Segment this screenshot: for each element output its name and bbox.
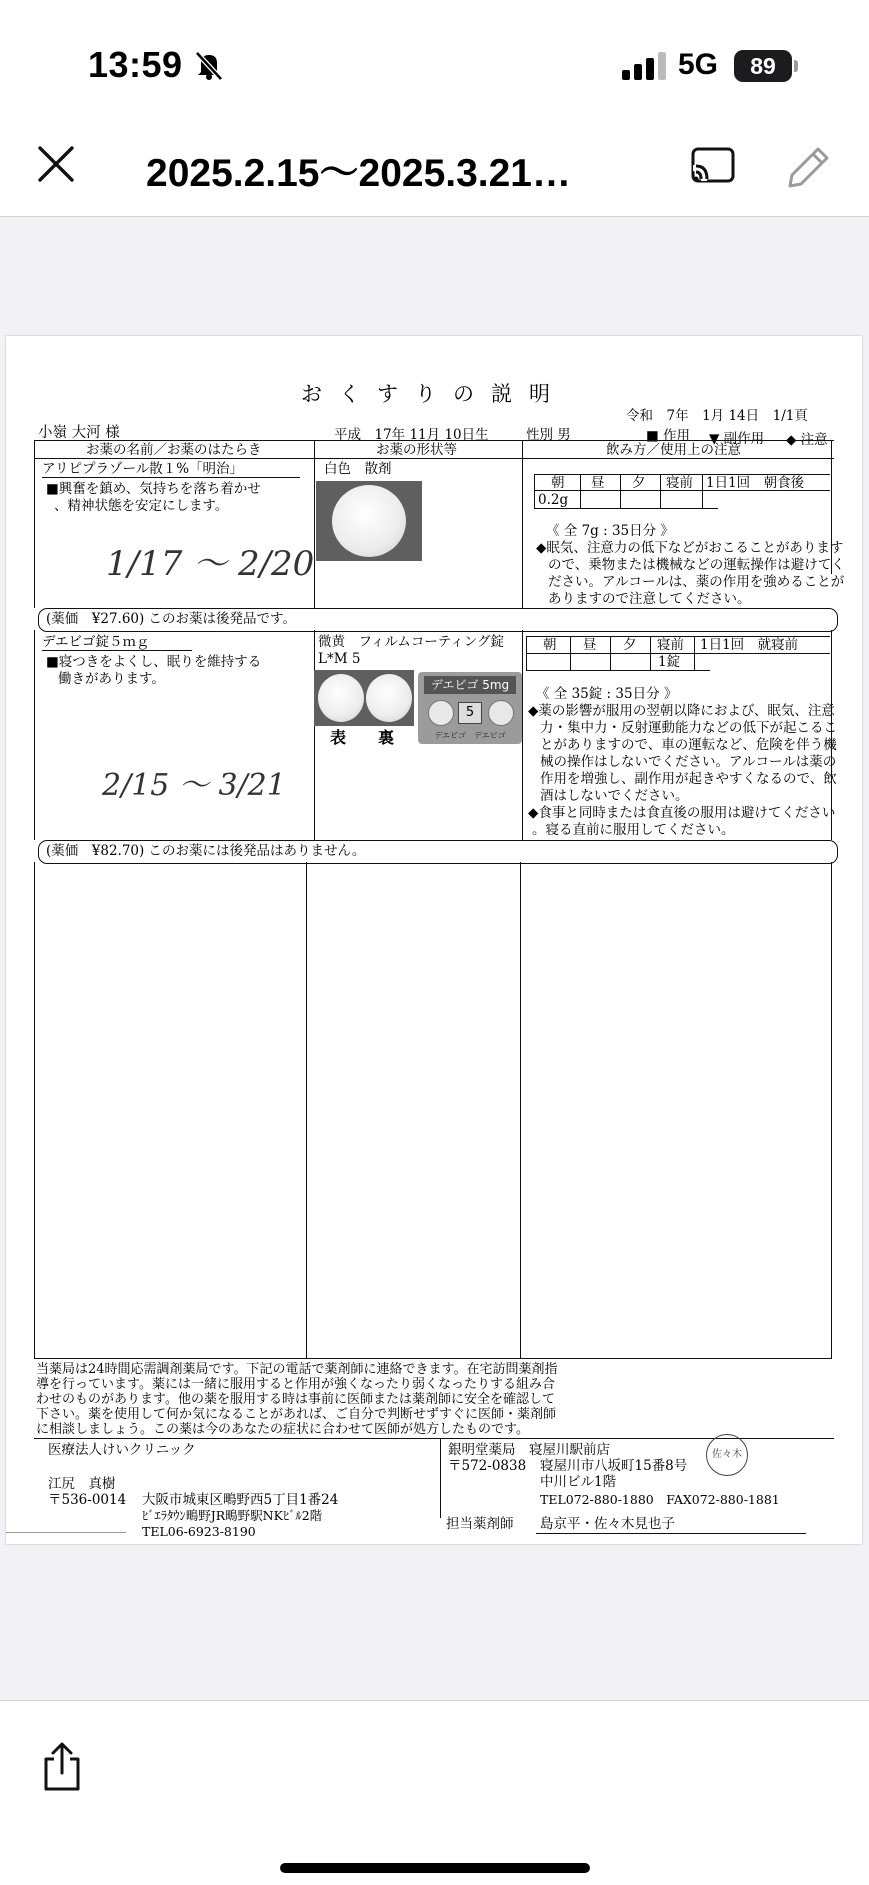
bedtime-dose: 1錠 [658, 654, 681, 670]
header-usage: 飲み方／使用上の注意 [606, 442, 741, 458]
rule [522, 440, 523, 574]
pharmacy-tel-fax: TEL072-880-1880 FAX072-880-1881 [540, 1492, 780, 1507]
rule [702, 474, 703, 508]
caution-line: ◆眠気、注意力の低下などがおこることがあります [536, 540, 844, 556]
caution-line: 力・集中力・反射運動能力などの低下が起こるこ [540, 720, 837, 736]
notice-line: わせのものがあります。他の薬を服用する時は事前に医師または薬剤師に安全を確認して [36, 1392, 555, 1407]
rule [534, 474, 535, 508]
rule [34, 630, 35, 840]
battery-tip [794, 60, 798, 72]
clinic-doctor: 江尻 真樹 [48, 1476, 116, 1492]
package-label: デエビゴ 5mg [424, 676, 516, 694]
caution-line: ださい。アルコールは、薬の作用を強めることが [548, 574, 845, 590]
rule [570, 636, 571, 670]
rule [580, 474, 581, 508]
caution-line: 酒はしないでください。 [540, 788, 689, 804]
clinic-name: 医療法人けいクリニック [48, 1442, 196, 1458]
drug-shape: 微黄 フィルムコーティング錠 [318, 634, 505, 650]
timing-morning: 朝 [551, 475, 565, 491]
caution-line: ありますので注意してください。 [548, 591, 751, 607]
rule [536, 1533, 806, 1534]
timing-bedtime: 寝前 [666, 475, 693, 491]
caution-line: ので、乗物または機械などの運転操作は避けてく [548, 557, 845, 573]
total-amount: 《 全 7g : 35日分 》 [546, 523, 674, 539]
pharmacy-name: 銀明堂薬局 寝屋川駅前店 [448, 1442, 610, 1458]
rule [6, 1532, 126, 1533]
rule [522, 574, 523, 608]
rule [831, 862, 832, 1358]
rule [520, 862, 521, 1358]
timing-evening: 夕 [632, 475, 646, 491]
notice-line: 当薬局は24時間応需調剤薬局です。下記の電話で薬剤師に連絡できます。在宅訪問薬剤指 [36, 1362, 558, 1377]
caution-line: ◆食事と同時または食直後の服用は避けてください [528, 805, 836, 821]
drug-name: アリピプラゾール散１%「明治」 [42, 461, 244, 477]
patient-name: 小嶺 大河 様 [38, 425, 120, 441]
drug-effect: ■寝つきをよくし、眠りを維持する [46, 654, 262, 670]
document-page [6, 336, 862, 1544]
patient-sex: 性別 男 [526, 427, 571, 443]
drug-price: (薬価 ¥27.60) このお薬は後発品です。 [46, 611, 296, 627]
clinic-tel: TEL06-6923-8190 [142, 1524, 256, 1539]
dosage: 1日1回 就寝前 [700, 637, 799, 653]
rule [694, 636, 695, 670]
timing-evening: 夕 [623, 637, 637, 653]
drug-name: デエビゴ錠５ｍｇ [42, 634, 150, 650]
rule [534, 508, 718, 509]
timing-morning: 朝 [543, 637, 557, 653]
rule [34, 440, 834, 441]
rule [42, 650, 192, 651]
package-image [418, 672, 522, 744]
rule [526, 636, 527, 670]
package-number: 5 [458, 702, 482, 724]
birth-date: 平成 17年 11月 10日生 [334, 427, 489, 443]
timing-noon: 昼 [591, 475, 605, 491]
issue-date: 令和 7年 1月 14日 1/1頁 [626, 408, 808, 424]
drug-effect: 働きがあります。 [58, 671, 165, 687]
pharmacy-postal: 〒572-0838 [448, 1458, 527, 1474]
rule [34, 1358, 832, 1359]
package-foot: デエビゴ デエビゴ [434, 731, 506, 740]
morning-dose: 0.2g [538, 492, 569, 508]
pill-photo [316, 481, 422, 561]
package-pill [428, 700, 454, 726]
tablet-photo [314, 670, 414, 726]
rule [620, 474, 621, 508]
rule [440, 1438, 441, 1518]
status-time: 13:59 [88, 44, 183, 85]
pencil-icon[interactable] [786, 144, 832, 190]
pharmacist-name: 島京平・佐々木見也子 [540, 1516, 675, 1532]
dosage: 1日1回 朝食後 [706, 475, 805, 491]
notice-line: 下さい。薬を使用して何か気になることがあれば、ご自分で判断せずすぐに医師・薬剤師 [36, 1407, 557, 1422]
battery-level: 89 [734, 50, 792, 82]
tablet-back-image [366, 674, 412, 722]
top-bar [0, 0, 869, 217]
total-amount: 《 全 35錠 : 35日分 》 [536, 686, 678, 702]
package-pill [488, 700, 514, 726]
drug-shape: 白色 散剤 [324, 461, 392, 477]
notice-line: に相談しましょう。この薬は今のあなたの症状に合わせて医師が処方したものです。 [36, 1422, 529, 1437]
header-name: お薬の名前／お薬のはたらき [86, 442, 262, 458]
clinic-address: ﾋﾞｴﾗﾀｳﾝ鴫野JR鴫野駅NKﾋﾞﾙ2階 [142, 1508, 323, 1523]
rule [660, 474, 661, 508]
rule [650, 636, 651, 670]
clinic-postal: 〒536-0014 [48, 1492, 127, 1508]
rule [526, 670, 710, 671]
rule [314, 574, 315, 608]
network-type: 5G [678, 48, 719, 81]
share-icon[interactable] [40, 1741, 84, 1793]
tablet-front-image [318, 674, 364, 722]
rule [522, 630, 523, 840]
powder-pill-image [332, 485, 406, 557]
drug-effect: 、精神状態を安定にします。 [54, 498, 229, 514]
timing-bedtime: 寝前 [657, 637, 684, 653]
header-shape: お薬の形状等 [376, 442, 457, 458]
close-icon[interactable] [32, 140, 80, 188]
tablet-back-label: 裏 [378, 728, 395, 747]
caution-line: ◆薬の影響が服用の翌朝以降におよび、眠気、注意 [528, 703, 835, 719]
drug-marking: L*M 5 [318, 651, 361, 667]
cast-icon[interactable] [690, 146, 736, 186]
bottom-toolbar [0, 1700, 869, 1885]
caution-line: とがありますので、車の運転など、危険を伴う機 [540, 737, 837, 753]
home-indicator[interactable] [280, 1863, 590, 1873]
document-title: おくすりの説明 [301, 382, 567, 406]
clinic-address: 大阪市城東区鴫野西5丁目1番24 [142, 1492, 339, 1508]
signal-icon [622, 52, 666, 80]
bell-slash-icon [192, 50, 226, 80]
rule [34, 440, 35, 574]
caution-line: 。寝る直前に服用してください。 [532, 822, 735, 838]
legend-action: ■ 作用 [646, 428, 691, 444]
rule [306, 862, 307, 1358]
rule [42, 477, 300, 478]
pharmacist-seal: 佐々木 [706, 1434, 748, 1476]
legend-side-effect: ▼ 副作用 [709, 431, 765, 447]
rule [34, 862, 35, 1358]
legend-caution: ◆ 注意 [786, 432, 828, 448]
handwritten-dates: 2/15 ～ 3/21 [102, 768, 286, 803]
rule [314, 630, 315, 840]
drug-effect: ■興奮を鎮め、気持ちを落ち着かせ [46, 481, 261, 497]
rule [34, 574, 35, 608]
rule [610, 636, 611, 670]
pharmacy-address: 寝屋川市八坂町15番8号 [540, 1458, 688, 1474]
page-title: 2025.2.15～2025.3.21… [146, 152, 572, 195]
caution-line: 械の操作はしないでください。アルコールは薬の [540, 754, 837, 770]
handwritten-dates: 1/17 ～ 2/20 [106, 544, 315, 584]
pharmacist-label: 担当薬剤師 [446, 1516, 514, 1532]
caution-line: 作用を増強し、副作用が起きやすくなるので、飲 [540, 771, 837, 787]
drug-price: (薬価 ¥82.70) このお薬には後発品はありません。 [46, 843, 366, 859]
timing-noon: 昼 [583, 637, 597, 653]
notice-line: 導を行っています。薬には一緒に服用すると作用が強くなったり弱くなったりする組み合 [36, 1377, 555, 1392]
pharmacy-address: 中川ビル1階 [540, 1474, 617, 1490]
tablet-front-label: 表 [330, 728, 347, 747]
rule [34, 458, 834, 459]
